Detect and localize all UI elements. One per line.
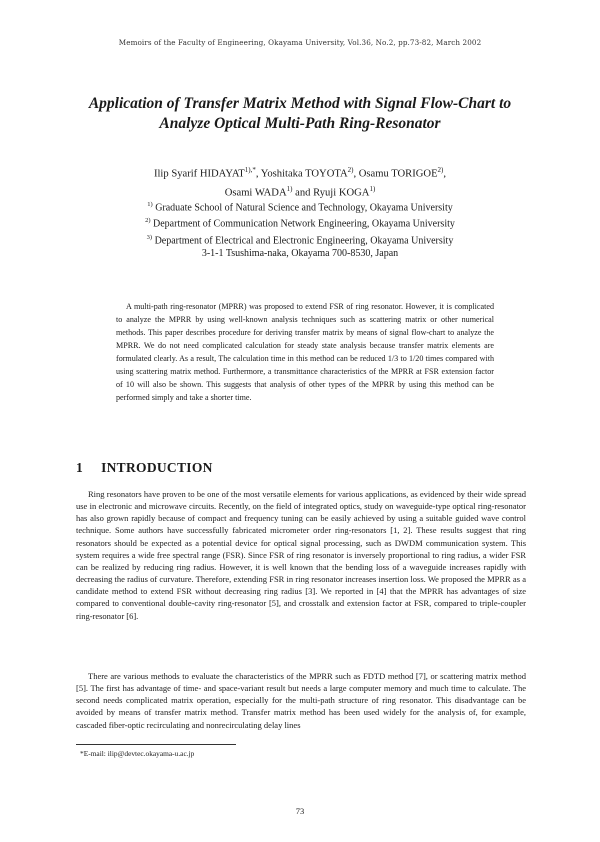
- running-head: Memoirs of the Faculty of Engineering, Okayama University, Vol.36, No.2, pp.73-82, March 2002: [118, 38, 482, 47]
- author-name: Osami WADA: [224, 187, 287, 199]
- affiliation-text: Department of Communication Network Engineering, Okayama University: [153, 218, 455, 230]
- postal-address: 3-1-1 Tsushima-naka, Okayama 700-8530, Japan: [201, 247, 399, 259]
- author-list: [60, 163, 540, 200]
- paper-title: [30, 94, 570, 134]
- affiliation-text: Department of Electrical and Electronic Engineering, Okayama University: [154, 234, 454, 246]
- affiliation-item: [60, 214, 540, 230]
- page-number: 73: [295, 806, 305, 816]
- author-affiliation-mark: 2): [437, 166, 444, 174]
- body-paragraph-2: [76, 670, 526, 731]
- author-affiliation-mark: 1),*: [244, 166, 256, 174]
- section-number: 1: [76, 460, 84, 475]
- author-name: Ilip Syarif HIDAYAT: [153, 168, 245, 180]
- affiliation-mark: 2): [145, 217, 151, 225]
- footnote-email: *E-mail: ilip@devtec.okayama-u.ac.jp: [80, 749, 195, 758]
- author-affiliation-mark: 2): [347, 166, 354, 174]
- affiliation-text: Graduate School of Natural Science and Technology, Okayama University: [155, 202, 453, 214]
- author-name: Ryuji KOGA: [313, 187, 370, 199]
- body-paragraph-1: [76, 488, 526, 622]
- author-line-2: Osami WADA$^{1)}$ and Ryuji KOGA$^{1)}$: [224, 184, 376, 199]
- title-line-2: Analyze Optical Multi-Path Ring-Resonator: [159, 115, 441, 132]
- paragraph-text: Ring resonators have proven to be one of the most versatile elements for various applications, as evidenced by their wide spread use in electronic and microwave circuits. Recently, on the field of integrated optics, study on waveguide-type optical ring-resonator has also grown rapidly because of compact and frequency tuning can be easily achieved by using a suitable guided wave control technique. Some authors have successfully fabricated micrometer order ring-resonators [1, 2]. These results suggest that ring resonators should be expected as a potential device for optical signal processing, such as DWDM communication system. This system requires a wide free spectral range (FSR). Since FSR of ring resonator is inversely proportional to ring radius, a wider FSR can be realized by reducing ring radius. However, it is well known that the bending loss of a waveguide increases rapidly with decreasing the radius of curvature. Therefore, extending FSR in ring resonator increases insertion loss. We proposed the MPRR as a candidate method to extend FSR without decreasing ring radius [3]. We reported in [4] that the MPRR has advantages of size compared to conventional double-cavity ring-resonator [5], and crosstalk and extension factor at FSR, compared to triple-coupler ring-resonator [6].: [76, 489, 526, 621]
- title-line-1: Application of Transfer Matrix Method with Signal Flow-Chart to: [88, 95, 512, 112]
- affiliation-item: [60, 231, 540, 247]
- author-affiliation-mark: 1): [369, 184, 376, 193]
- affiliation-mark: 3): [146, 233, 153, 241]
- author-name: Yoshitaka TOYOTA: [260, 168, 348, 180]
- section-title: INTRODUCTION: [101, 460, 213, 475]
- author-line-1: Ilip Syarif $HIDAYAT^{1),*}$, Yoshitaka TOYOTA$^{2)}$, Osamu TORIGOE$^{2)}$,: [153, 166, 447, 180]
- abstract: A multi-path ring-resonator (MPRR) was proposed to extend FSR of ring resonator. However, it is complicated to analyze the MPRR by using well-known analysis techniques such as scattering matrix or other numerical methods. This paper describes procedure for deriving transfer matrix by means of signal flow-chart to analyze the MPRR. We do not need complicated calculation for steady state analysis because transfer matrix elements are formulated clearly. As a result, The calculation time in this method can be reduced 1/3 to 1/20 times compared with using scattering matrix method. Furthermore, a transmittance characteristics of the MPRR at FSR extension factor of 10 will also be shown. This suggests that analysis of other types of the MPRR by using this method can be performed simply and take a shorter time.: [116, 302, 494, 403]
- section-heading: [76, 460, 213, 476]
- author-name: Osamu TORIGOE: [358, 168, 438, 180]
- footnote-divider: [76, 744, 236, 745]
- author-affiliation-mark: 1): [286, 184, 293, 193]
- affiliation-item: [60, 198, 540, 214]
- paragraph-text: There are various methods to evaluate the characteristics of the MPRR such as FDTD method [7], or scattering matrix method [5]. The first has advantage of time- and space-variant result but needs a large computer memory and much time to calculate. The second needs complicated matrix operation, especially for the multi-path structure of ring resonator. This disadvantage can be avoided by means of transfer matrix method. Transfer matrix method has been used widely for the analysis of, for example, cascaded fiber-optic recirculating and nonrecirculating delay lines: [76, 671, 526, 730]
- affiliation-list: [60, 198, 540, 260]
- affiliation-mark: 1): [147, 201, 153, 208]
